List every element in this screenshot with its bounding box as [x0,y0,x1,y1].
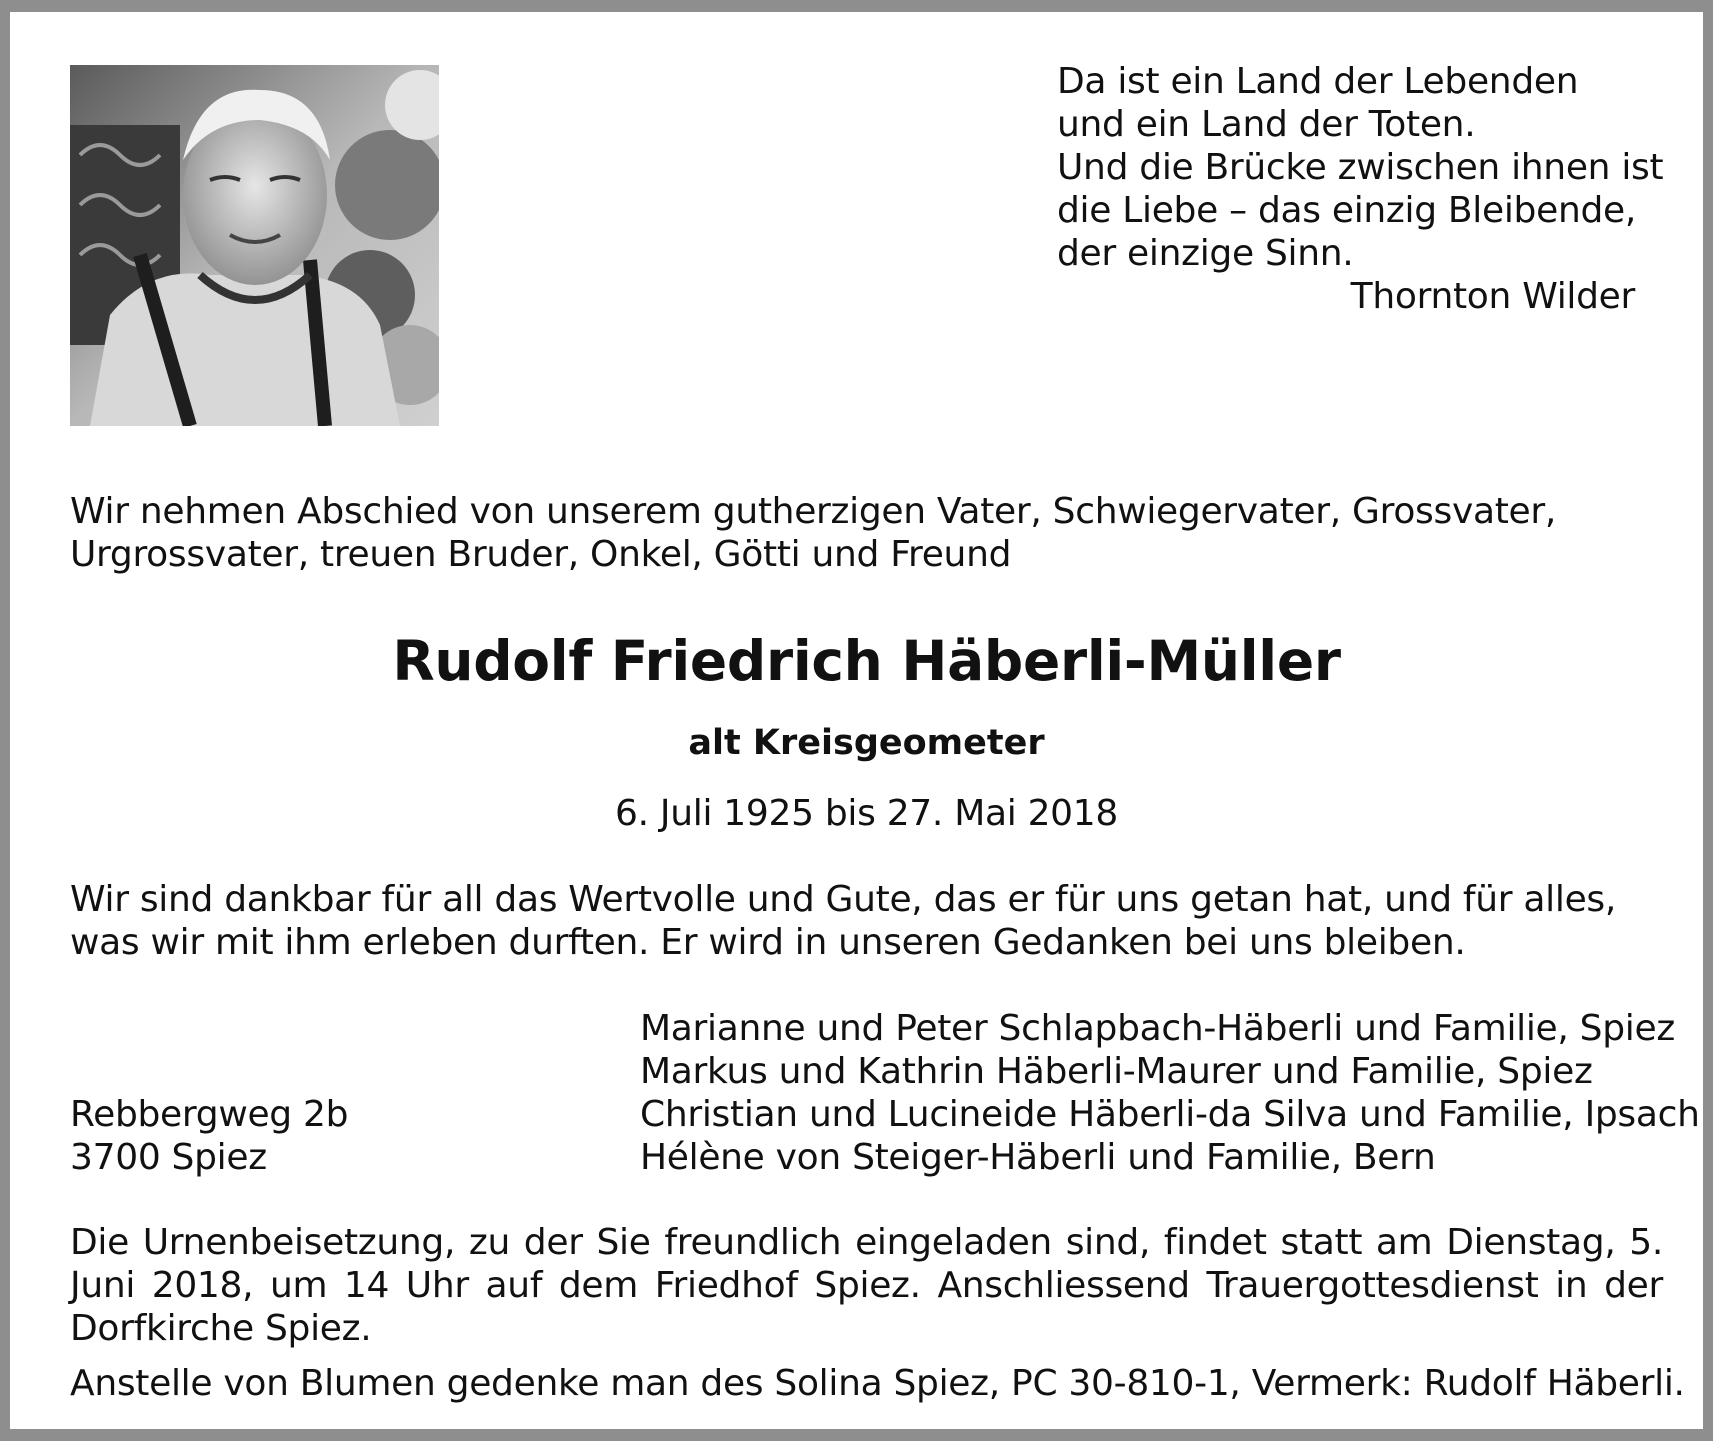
family-member: Christian und Lucineide Häberli-da Silva und Familie, Ipsach [640,1094,1700,1135]
portrait-image [70,65,439,426]
family-list [640,1007,1700,1179]
address-block [70,1093,348,1179]
family-member: Markus und Kathrin Häberli-Maurer und Familie, Spiez [640,1051,1593,1092]
quote-author: Thornton Wilder [1350,276,1635,317]
deceased-name: Rudolf Friedrich Häberli-Müller [392,629,1341,693]
quote-line: Und die Brücke zwischen ihnen ist [1057,147,1664,188]
life-dates: 6. Juli 1925 bis 27. Mai 2018 [615,793,1118,834]
quote-line: und ein Land der Toten. [1057,104,1476,145]
burial-info: Die Urnenbeisetzung, zu der Sie freundlich eingeladen sind, findet statt am Dienstag, 5. Juni 2018, um 14 Uhr auf dem Friedhof Spiez. Anschliessend Trauergottesdienst in der Dorfkirche Spiez. [70,1222,1663,1349]
family-member: Hélène von Steiger-Häberli und Familie, Bern [640,1137,1436,1178]
deceased-title: alt Kreisgeometer [688,723,1045,763]
donation-info: Anstelle von Blumen gedenke man des Solina Spiez, PC 30-810-1, Vermerk: Rudolf Häberli. [70,1363,1685,1404]
address-city: 3700 Spiez [70,1137,267,1178]
thanks-paragraph: Wir sind dankbar für all das Wertvolle und Gute, das er für uns getan hat, und für alles, was wir mit ihm erleben durften. Er wird in unseren Gedanken bei uns bleiben. [70,879,1617,963]
quote-line: die Liebe – das einzig Bleibende, [1057,190,1637,231]
quote-line: Da ist ein Land der Lebenden [1057,61,1579,102]
quote-line: der einzige Sinn. [1057,233,1354,274]
address-street: Rebbergweg 2b [70,1094,349,1135]
quote-block [1057,60,1664,318]
farewell-intro: Wir nehmen Abschied von unserem gutherzigen Vater, Schwiegervater, Grossvater, Urgrossvater, treuen Bruder, Onkel, Götti und Freund [70,491,1557,575]
family-member: Marianne und Peter Schlapbach-Häberli und Familie, Spiez [640,1008,1675,1049]
portrait-photo [70,65,439,426]
